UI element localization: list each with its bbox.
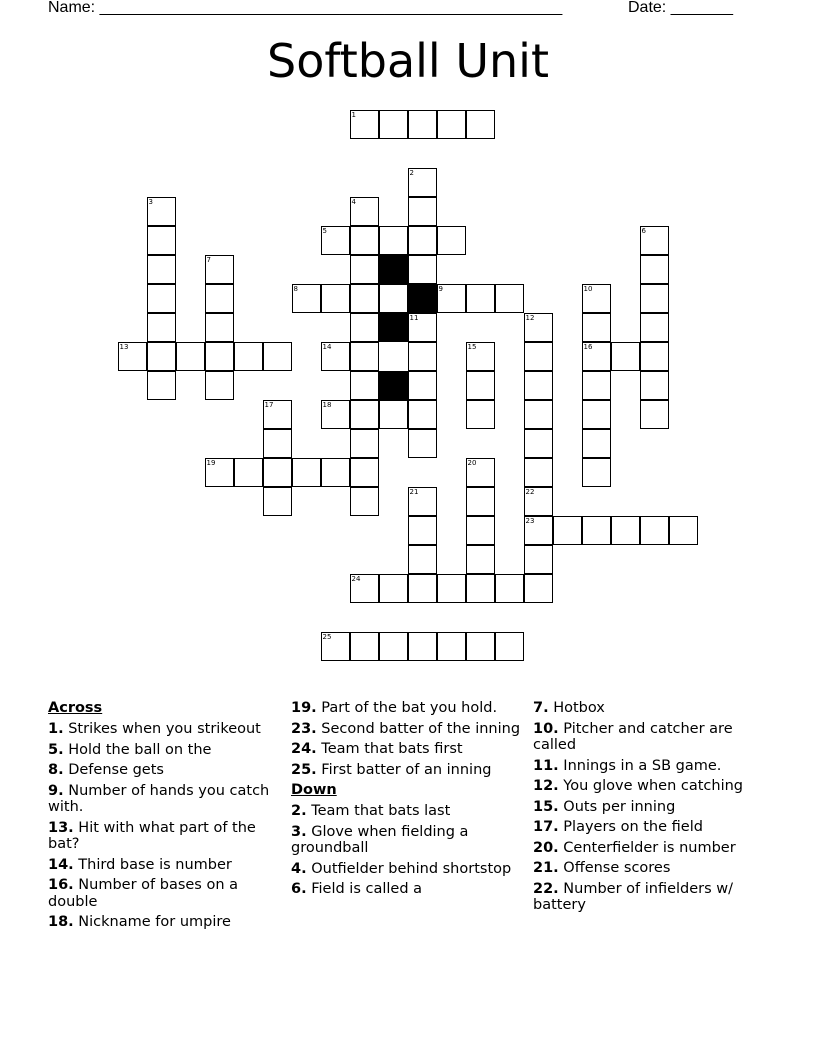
cell-number: 20: [467, 458, 477, 467]
grid-cell[interactable]: [350, 400, 379, 429]
cell-number: 25: [322, 632, 332, 641]
grid-cell[interactable]: [582, 516, 611, 545]
grid-cell[interactable]: [640, 516, 669, 545]
grid-cell[interactable]: [408, 197, 437, 226]
grid-cell[interactable]: [553, 516, 582, 545]
grid-cell[interactable]: [524, 487, 553, 516]
grid-cell[interactable]: [350, 458, 379, 487]
grid-cell[interactable]: [582, 429, 611, 458]
grid-cell[interactable]: [350, 632, 379, 661]
clue-number: 6.: [291, 881, 307, 897]
grid-cell[interactable]: [408, 487, 437, 516]
grid-cell[interactable]: [640, 284, 669, 313]
grid-cell[interactable]: [379, 284, 408, 313]
grid-cell[interactable]: [466, 458, 495, 487]
clue-number: 23.: [291, 720, 317, 737]
grid-cell[interactable]: [408, 400, 437, 429]
clue-item: [291, 762, 526, 779]
grid-cell[interactable]: [640, 400, 669, 429]
clue-text: Strikes when you strikeout: [63, 721, 261, 737]
grid-cell[interactable]: [611, 516, 640, 545]
clue-item: [291, 721, 526, 738]
grid-cell[interactable]: [524, 342, 553, 371]
grid-cell[interactable]: [321, 458, 350, 487]
grid-cell[interactable]: [640, 371, 669, 400]
clue-text: Centerfielder is number: [558, 839, 736, 856]
clue-text: Team that bats last: [306, 803, 451, 819]
grid-cell[interactable]: [466, 545, 495, 574]
clue-number: 15.: [533, 798, 559, 815]
clue-text: Hotbox: [548, 700, 605, 716]
clue-item: [291, 881, 526, 898]
clue-item: [48, 783, 278, 816]
cell-number: 15: [467, 342, 477, 351]
clues-column-3: [533, 700, 778, 918]
grid-cell[interactable]: [466, 110, 495, 139]
clue-item: [533, 758, 778, 775]
grid-cell[interactable]: [408, 313, 437, 342]
grid-cell[interactable]: [495, 632, 524, 661]
cell-number: 22: [525, 487, 535, 496]
grid-cell[interactable]: [437, 574, 466, 603]
grid-cell[interactable]: [408, 342, 437, 371]
clue-number: 11.: [533, 757, 559, 774]
grid-cell[interactable]: [379, 632, 408, 661]
grid-cell[interactable]: [321, 400, 350, 429]
grid-cell[interactable]: [205, 371, 234, 400]
grid-cell[interactable]: [408, 545, 437, 574]
grid-cell[interactable]: [263, 400, 292, 429]
grid-cell[interactable]: [495, 574, 524, 603]
cell-number: 11: [409, 313, 419, 322]
clue-number: 24.: [291, 741, 317, 757]
grid-cell[interactable]: [524, 313, 553, 342]
cell-number: 14: [322, 342, 332, 351]
grid-cell[interactable]: [582, 313, 611, 342]
clue-text: Number of bases on a double: [48, 877, 239, 910]
black-cell: [408, 284, 437, 313]
grid-cell[interactable]: [524, 458, 553, 487]
grid-cell[interactable]: [263, 487, 292, 516]
clue-number: 12.: [533, 778, 559, 794]
black-cell: [379, 371, 408, 400]
grid-cell[interactable]: [524, 545, 553, 574]
down-clue-list: [291, 803, 526, 898]
cell-number: 19: [206, 458, 216, 467]
grid-cell[interactable]: [582, 371, 611, 400]
cell-number: 12: [525, 313, 535, 322]
name-field[interactable]: Name: ____________________________________________________: [48, 0, 563, 16]
grid-cell[interactable]: [321, 226, 350, 255]
clue-text: Outs per inning: [558, 798, 676, 815]
grid-cell[interactable]: [408, 371, 437, 400]
grid-cell[interactable]: [350, 429, 379, 458]
clue-text: Part of the bat you hold.: [316, 700, 498, 716]
cell-number: 4: [351, 197, 356, 206]
clue-text: Offense scores: [558, 860, 671, 876]
grid-cell[interactable]: [408, 574, 437, 603]
grid-cell[interactable]: [234, 458, 263, 487]
grid-cell[interactable]: [350, 313, 379, 342]
clue-number: 17.: [533, 819, 559, 835]
clue-number: 20.: [533, 839, 559, 856]
cell-number: 23: [525, 516, 535, 525]
clue-number: 21.: [533, 860, 559, 876]
grid-cell[interactable]: [408, 168, 437, 197]
grid-cell[interactable]: [524, 516, 553, 545]
cell-number: 3: [148, 197, 153, 206]
cell-number: 21: [409, 487, 419, 496]
grid-cell[interactable]: [205, 342, 234, 371]
grid-cell[interactable]: [147, 255, 176, 284]
clue-text: Hold the ball on the: [63, 741, 212, 758]
clue-item: [533, 881, 778, 914]
grid-cell[interactable]: [379, 226, 408, 255]
clue-number: 7.: [533, 700, 549, 716]
grid-cell[interactable]: [350, 284, 379, 313]
grid-cell[interactable]: [408, 429, 437, 458]
cell-number: 13: [119, 342, 129, 351]
grid-cell[interactable]: [437, 632, 466, 661]
grid-cell[interactable]: [147, 342, 176, 371]
grid-cell[interactable]: [408, 632, 437, 661]
grid-cell[interactable]: [350, 110, 379, 139]
clue-item: [48, 721, 278, 738]
clue-text: Second batter of the inning: [316, 720, 521, 737]
grid-cell[interactable]: [350, 197, 379, 226]
grid-cell[interactable]: [350, 342, 379, 371]
page-title: Softball Unit: [267, 34, 549, 88]
grid-cell[interactable]: [582, 400, 611, 429]
cell-number: 24: [351, 574, 361, 583]
cell-number: 8: [293, 284, 298, 293]
grid-cell[interactable]: [263, 458, 292, 487]
grid-cell[interactable]: [321, 342, 350, 371]
grid-cell[interactable]: [292, 458, 321, 487]
cell-number: 9: [438, 284, 443, 293]
grid-cell[interactable]: [466, 342, 495, 371]
grid-cell[interactable]: [437, 110, 466, 139]
clue-item: [291, 803, 526, 820]
grid-cell[interactable]: [466, 632, 495, 661]
grid-cell[interactable]: [408, 516, 437, 545]
clue-number: 13.: [48, 819, 74, 836]
grid-cell[interactable]: [321, 632, 350, 661]
clue-item: [48, 762, 278, 779]
clue-text: Glove when fielding a groundball: [291, 823, 469, 856]
clue-item: [533, 860, 778, 877]
clue-number: 5.: [48, 741, 64, 758]
clue-text: Innings in a SB game.: [558, 757, 722, 774]
grid-cell[interactable]: [437, 284, 466, 313]
grid-cell[interactable]: [350, 574, 379, 603]
grid-cell[interactable]: [205, 458, 234, 487]
grid-cell[interactable]: [292, 284, 321, 313]
grid-cell[interactable]: [147, 197, 176, 226]
cell-number: 18: [322, 400, 332, 409]
date-field[interactable]: Date: _______: [628, 0, 733, 16]
clue-text: Pitcher and catcher are called: [533, 720, 733, 753]
grid-cell[interactable]: [205, 284, 234, 313]
clue-number: 2.: [291, 803, 307, 819]
clue-text: Number of hands you catch with.: [48, 782, 270, 815]
across-clue-list-continued: [291, 700, 526, 778]
clue-text: First batter of an inning: [316, 761, 492, 778]
grid-cell[interactable]: [640, 255, 669, 284]
clue-item: [291, 700, 526, 717]
grid-cell[interactable]: [437, 226, 466, 255]
grid-cell[interactable]: [582, 342, 611, 371]
cell-number: 2: [409, 168, 414, 177]
cell-number: 5: [322, 226, 327, 235]
black-cell: [379, 255, 408, 284]
grid-cell[interactable]: [147, 371, 176, 400]
grid-cell[interactable]: [350, 255, 379, 284]
cell-number: 1: [351, 110, 356, 119]
clue-item: [291, 741, 526, 758]
clue-text: Field is called a: [306, 881, 423, 897]
clue-number: 18.: [48, 914, 74, 930]
clue-number: 19.: [291, 700, 317, 716]
clue-item: [291, 824, 526, 857]
grid-cell[interactable]: [466, 574, 495, 603]
clue-text: You glove when catching: [558, 778, 744, 794]
clue-number: 3.: [291, 823, 307, 840]
grid-cell[interactable]: [611, 342, 640, 371]
clue-item: [533, 778, 778, 795]
grid-cell[interactable]: [524, 429, 553, 458]
clue-text: Players on the field: [558, 819, 703, 835]
clue-item: [48, 877, 278, 910]
clues-column-2: [291, 700, 526, 902]
grid-cell[interactable]: [640, 313, 669, 342]
clue-number: 8.: [48, 762, 64, 778]
grid-cell[interactable]: [205, 313, 234, 342]
grid-cell[interactable]: [379, 574, 408, 603]
grid-cell[interactable]: [582, 284, 611, 313]
clue-number: 10.: [533, 720, 559, 737]
grid-cell[interactable]: [350, 487, 379, 516]
clue-number: 1.: [48, 721, 64, 737]
grid-cell[interactable]: [640, 226, 669, 255]
grid-cell[interactable]: [524, 400, 553, 429]
grid-cell[interactable]: [408, 255, 437, 284]
cell-number: 7: [206, 255, 211, 264]
clue-item: [48, 820, 278, 853]
grid-cell[interactable]: [205, 255, 234, 284]
grid-cell[interactable]: [466, 371, 495, 400]
clue-item: [533, 840, 778, 857]
clue-text: Nickname for umpire: [73, 914, 231, 930]
clue-item: [48, 914, 278, 931]
down-heading: Down: [291, 782, 337, 798]
grid-cell[interactable]: [582, 458, 611, 487]
grid-cell[interactable]: [234, 342, 263, 371]
grid-cell[interactable]: [408, 110, 437, 139]
clue-item: [291, 861, 526, 878]
clue-text: Number of infielders w/ battery: [533, 880, 734, 913]
clue-number: 9.: [48, 782, 64, 799]
cell-number: 6: [641, 226, 646, 235]
grid-cell[interactable]: [176, 342, 205, 371]
cell-number: 17: [264, 400, 274, 409]
clue-item: [48, 742, 278, 759]
clue-text: Team that bats first: [316, 741, 463, 757]
clue-text: Outfielder behind shortstop: [306, 860, 512, 877]
down-clue-list-continued: [533, 700, 778, 914]
grid-cell[interactable]: [263, 429, 292, 458]
grid-cell[interactable]: [466, 487, 495, 516]
grid-cell[interactable]: [379, 400, 408, 429]
cell-number: 10: [583, 284, 593, 293]
grid-cell[interactable]: [350, 226, 379, 255]
grid-cell[interactable]: [147, 284, 176, 313]
clue-item: [48, 857, 278, 874]
grid-cell[interactable]: [147, 226, 176, 255]
clue-item: [533, 819, 778, 836]
clue-number: 14.: [48, 856, 74, 873]
grid-cell[interactable]: [466, 284, 495, 313]
clue-number: 4.: [291, 860, 307, 877]
across-heading: Across: [48, 700, 103, 716]
cell-number: 16: [583, 342, 593, 351]
grid-cell[interactable]: [350, 371, 379, 400]
clue-number: 16.: [48, 877, 74, 893]
clue-text: Hit with what part of the bat?: [48, 819, 256, 852]
clue-item: [533, 700, 778, 717]
grid-cell[interactable]: [263, 342, 292, 371]
grid-cell[interactable]: [640, 342, 669, 371]
grid-cell[interactable]: [466, 400, 495, 429]
clue-item: [533, 799, 778, 816]
grid-cell[interactable]: [118, 342, 147, 371]
grid-cell[interactable]: [147, 313, 176, 342]
across-clue-list: [48, 721, 278, 931]
black-cell: [379, 313, 408, 342]
grid-cell[interactable]: [524, 371, 553, 400]
clue-text: Defense gets: [63, 762, 164, 778]
clue-number: 25.: [291, 761, 317, 778]
grid-cell[interactable]: [524, 574, 553, 603]
grid-cell[interactable]: [669, 516, 698, 545]
clue-item: [533, 721, 778, 754]
clue-number: 22.: [533, 880, 559, 897]
grid-cell[interactable]: [408, 226, 437, 255]
grid-cell[interactable]: [321, 284, 350, 313]
grid-cell[interactable]: [495, 284, 524, 313]
grid-cell[interactable]: [466, 516, 495, 545]
grid-cell[interactable]: [379, 110, 408, 139]
clue-text: Third base is number: [73, 856, 232, 873]
clues-column-1: [48, 700, 278, 935]
